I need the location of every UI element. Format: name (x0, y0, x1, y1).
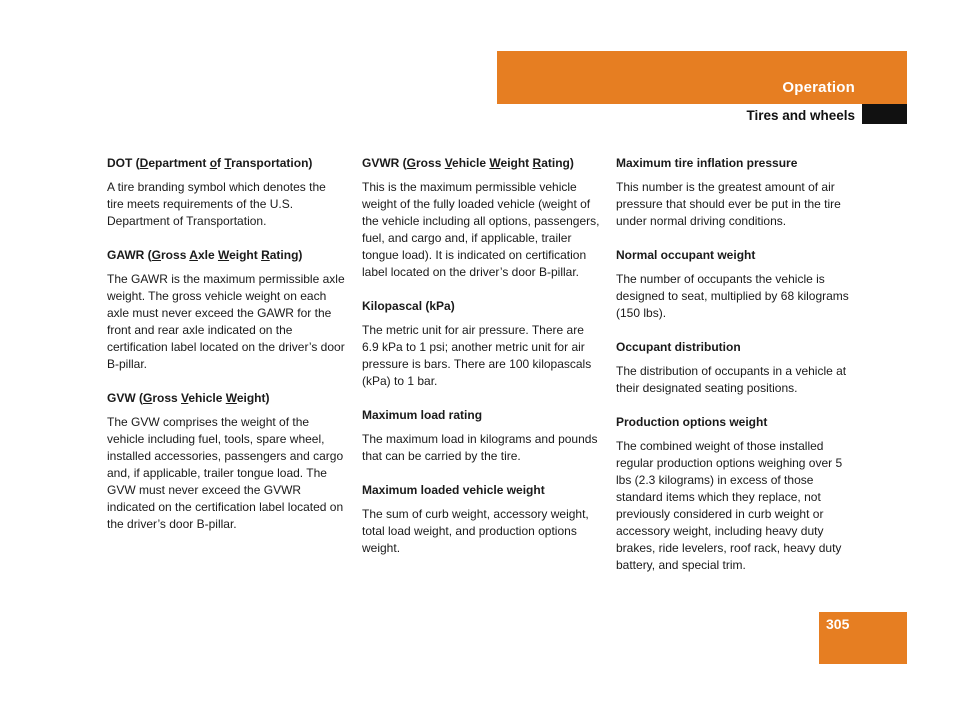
glossary-definition: The GAWR is the maximum permissible axle weight. The gross vehicle weight on each axle must never exceed the GAWR for the front and rear axle indicated on the certification label located on the driver’s door B-pillar. (107, 272, 345, 371)
term-text: ross (161, 248, 190, 262)
term-text: V (181, 391, 189, 405)
term-text: G (406, 156, 417, 170)
glossary-term (362, 482, 600, 498)
glossary-term (107, 247, 345, 263)
subsection-tab-marker (862, 104, 907, 124)
term-text: Maximum load rating (362, 408, 483, 422)
section-title: Operation (782, 79, 855, 96)
term-text: G (143, 391, 153, 405)
glossary-term (616, 414, 854, 430)
term-text: G (151, 248, 162, 262)
glossary-definition: The number of occupants the vehicle is designed to seat, multiplied by 68 kilograms (150 lbs). (616, 272, 849, 320)
term-text: Kilopascal (kPa) (362, 299, 455, 313)
term-text: V (444, 156, 453, 170)
term-text: A (189, 248, 198, 262)
term-text: R (261, 248, 270, 262)
term-text: ehicle (452, 156, 490, 170)
glossary-definition: This number is the greatest amount of air pressure that should ever be put in the tire under normal driving conditions. (616, 180, 841, 228)
term-text: Maximum tire inflation pressure (616, 156, 798, 170)
term-text: GVW ( (107, 391, 143, 405)
term-text: Production options weight (616, 415, 768, 429)
term-text: W (217, 248, 230, 262)
term-text: eight (229, 248, 262, 262)
glossary-term (616, 155, 854, 171)
term-text: DOT ( (107, 156, 140, 170)
page-number: 305 (826, 616, 850, 632)
term-text: ating) (269, 248, 303, 262)
term-text: ross (416, 156, 445, 170)
glossary-definition: This is the maximum permissible vehicle weight of the fully loaded vehicle (weight of the vehicle including all options, passengers, fuel, and cargo and, if applicable, trailer tongue load). It is indicated on certification label located on the driver’s door B-pillar. (362, 180, 600, 279)
glossary-column-3 (616, 155, 854, 591)
term-text: ating) (541, 156, 574, 170)
term-text: epartment (148, 156, 210, 170)
section-header-bar (497, 51, 907, 104)
term-text: ransportation) (231, 156, 313, 170)
glossary-definition: The metric unit for air pressure. There are 6.9 kPa to 1 psi; another metric unit for air pressure is bars. There are 100 kilopascals (kPa) to 1 bar. (362, 323, 592, 388)
glossary-column-2 (362, 155, 600, 574)
glossary-definition: The GVW comprises the weight of the vehicle including fuel, tools, spare wheel, installed accessories, passengers and cargo and, if applicable, trailer tongue load. The GVW must never exceed the GVWR indicated on the certification label located on the driver’s door B-pillar. (107, 415, 344, 531)
term-text: D (139, 156, 149, 170)
term-text: GVWR ( (362, 156, 407, 170)
glossary-definition: The distribution of occupants in a vehicle at their designated seating positions. (616, 364, 847, 395)
term-text: W (225, 391, 237, 405)
term-text: Occupant distribution (616, 340, 741, 354)
subsection-title: Tires and wheels (746, 108, 855, 123)
term-text: Normal occupant weight (616, 248, 756, 262)
term-text: R (532, 156, 542, 170)
term-text: f (217, 156, 225, 170)
glossary-term (616, 339, 854, 355)
term-text: GAWR ( (107, 248, 152, 262)
term-text: o (209, 156, 218, 170)
term-text: ross (152, 391, 182, 405)
glossary-term (362, 407, 600, 423)
term-text: eight) (236, 391, 270, 405)
term-text: xle (197, 248, 218, 262)
term-text: Maximum loaded vehicle weight (362, 483, 545, 497)
term-text: eight (500, 156, 533, 170)
term-text: T (224, 156, 232, 170)
glossary-term (107, 390, 345, 406)
term-text: ehicle (188, 391, 226, 405)
glossary-term (107, 155, 345, 171)
glossary-column-1 (107, 155, 345, 550)
glossary-definition: A tire branding symbol which denotes the tire meets requirements of the U.S. Department of Transportation. (107, 180, 326, 228)
glossary-term (362, 298, 600, 314)
glossary-definition: The combined weight of those installed regular production options weighing over 5 lbs (2.3 kilograms) in excess of those standard items which they replace, not previously considered in curb weight or accessory weight, including heavy duty brakes, ride levelers, roof rack, heavy duty battery, and special trim. (616, 439, 843, 572)
term-text: W (489, 156, 501, 170)
glossary-term (616, 247, 854, 263)
glossary-definition: The sum of curb weight, accessory weight, total load weight, and production options weight. (362, 507, 589, 555)
glossary-definition: The maximum load in kilograms and pounds that can be carried by the tire. (362, 432, 598, 463)
glossary-term (362, 155, 600, 171)
